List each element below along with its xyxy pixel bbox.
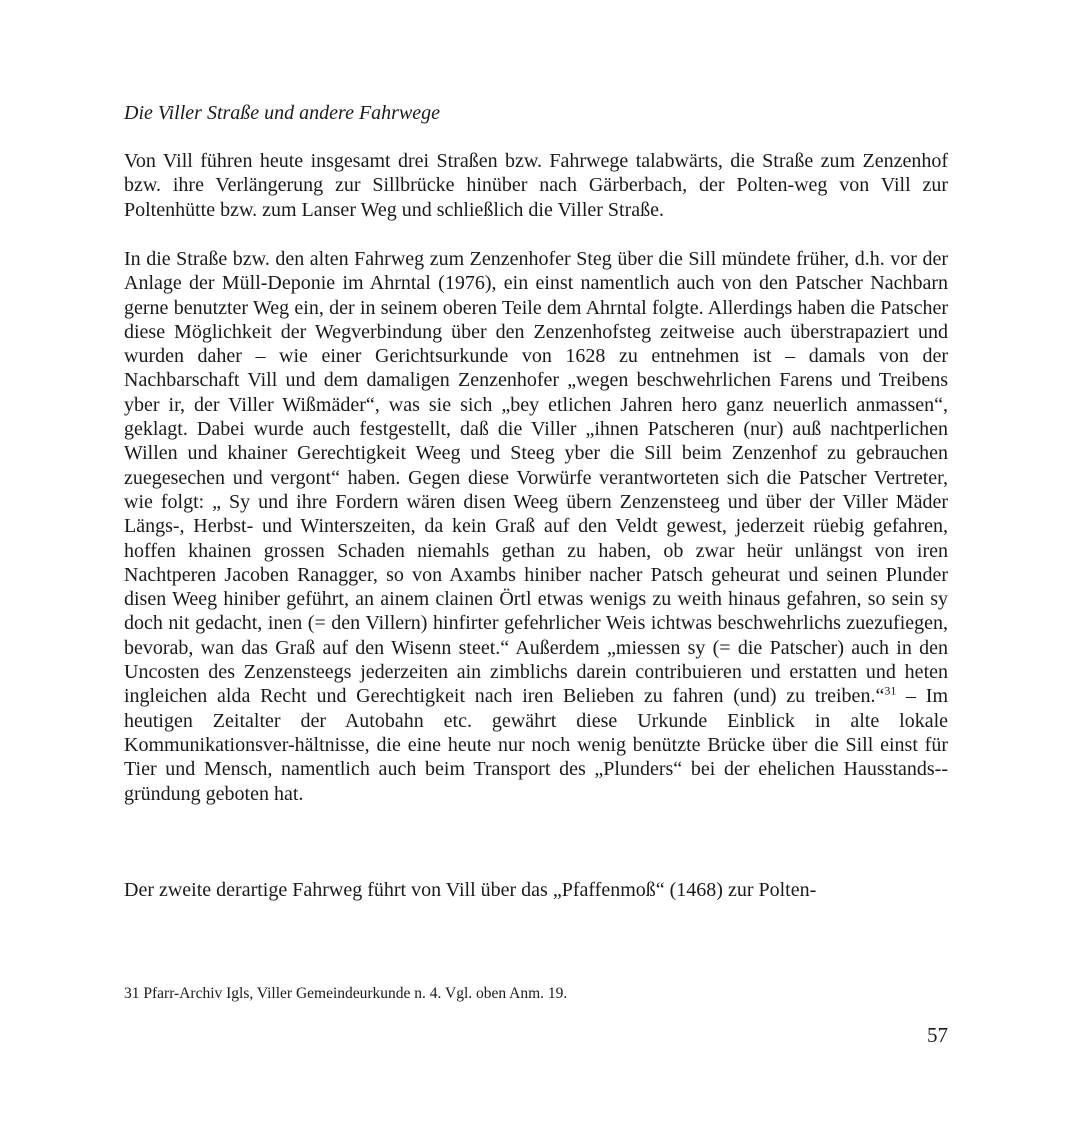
section-heading: Die Viller Straße und andere Fahrwege	[124, 102, 441, 124]
paragraph-zenzenhof-path	[124, 247, 948, 806]
footnote-reference: 31	[884, 683, 897, 698]
page-number: 57	[927, 1023, 948, 1047]
paragraph-roads-overview: Von Vill führen heute insgesamt drei Straßen bzw. Fahrwege talabwärts, die Straße zum Zenzenhof bzw. ihre Verlängerung zur Sillbrücke hinüber nach Gärberbach, der Polten-weg von Vill zur Poltenhütte bzw. zum Lanser Weg und schließlich die Viller Straße.	[124, 150, 948, 221]
paragraph-text-continued: – Im heutigen Zeitalter der Autobahn etc. gewährt diese Urkunde Einblick in alte lokale Kommunikationsver-hältnisse, die eine heute nur noch wenig benützte Brücke über die Sill einst für Tier und Mensch, namentlich auch beim Transport des „Plunders“ bei der ehelichen Hausstands-gründung geboten hat.	[124, 685, 949, 805]
paragraph-second-path: Der zweite derartige Fahrweg führt von Vill über das „Pfaffenmoß“ (1468) zur Polten-	[124, 879, 817, 901]
paragraph-text: In die Straße bzw. den alten Fahrweg zum Zenzenhofer Steg über die Sill mündete früher, d.h. vor der Anlage der Müll-Deponie im Ahrntal (1976), ein einst namentlich auch von den Patscher Nachbarn gerne benutzter Weg ein, der in seinem oberen Teile dem Ahrntal folgte. Allerdings haben die Patscher diese Möglichkeit der Wegverbindung über den Zenzenhofsteg zeitweise auch überstrapaziert und wurden daher – wie einer Gerichtsurkunde von 1628 zu entnehmen ist – damals von der Nachbarschaft Vill und dem damaligen Zenzenhofer „wegen beschwehrlichen Farens und Treibens yber ir, der Viller Wißmäder“, was sie sich „bey etlichen Jahren hero ganz neuerlich anmassen“, geklagt. Dabei wurde auch festgestellt, daß die Viller „ihnen Patscheren (nur) auß nachtperlichen Willen und khainer Gerechtigkeit Weeg und Steeg yber die Sill beim Zenzenhof zu gebrauchen zuegesechen und vergont“ haben. Gegen diese Vorwürfe verantworteten sich die Patscher Vertreter, wie folgt: „ Sy und ihre Fordern wären disen Weeg übern Zenzensteeg und über der Viller Mäder Längs-, Herbst- und Winterszeiten, da kein Graß auf den Veldt gewest, jederzeit rüebig gefahren, hoffen khainen grossen Schaden niemahls gethan zu haben, ob zwar heür unlängst von iren Nachtperen Jacoben Ranagger, so von Axambs hiniber nacher Patsch geheurat und seinen Plunder disen Weeg hiniber geführt, an ainem clainen Örtl etwas wenigs zu weith hinaus gefahren, so sein sy doch nit gedacht, inen (= den Villern) hinfirter gefehrlicher Weis ichtwas beschwehrlichs zuezufiegen, bevorab, wan das Graß auf den Wisenn steet.“ Außerdem „miessen sy (= die Patscher) auch in den Uncosten des Zenzensteegs jederzeiten ain zimblichs darein contribuieren und erstatten und heten ingleichen alda Recht und Gerechtigkeit nach iren Belieben zu fahren (und) zu treiben.“	[124, 248, 948, 708]
footnote: 31 Pfarr-Archiv Igls, Viller Gemeindeurkunde n. 4. Vgl. oben Anm. 19.	[124, 985, 568, 1002]
